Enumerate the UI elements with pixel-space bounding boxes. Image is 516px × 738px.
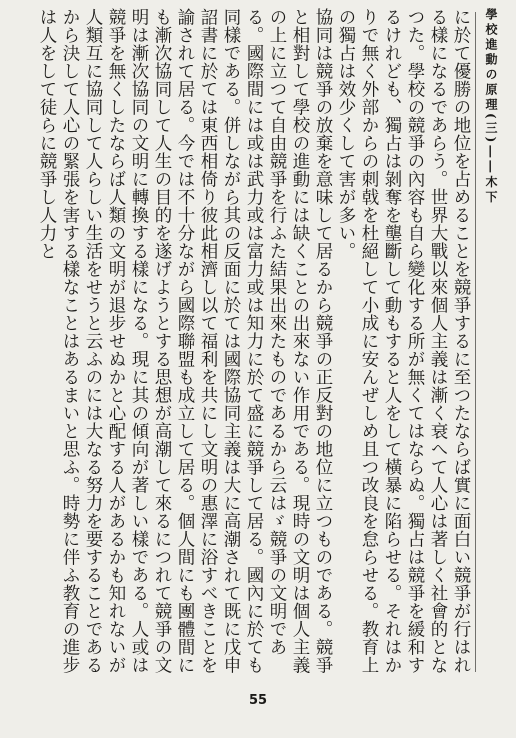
paragraph: に於て優勝の地位を占めることを競爭するに至つたならば實に面白い競爭が行はれる樣になるであらう。世界大戰以來個人主義は漸く衰へて人心は著しく社會的となつた。學校の競爭の內容も自ら變化する所が無くてはならぬ。獨占は競爭を緩和するけれども、獨占は剝奪を壟斷して動もすると人をして橫暴に陷らせる。それはかりで無く外部からの刺戟を杜絕して小成に安んぜしめ且つ改良を怠らせる。教育上の獨占は效少くして害が多い。 [336,8,471,674]
paragraph: 協同は競爭の放棄を意味して居るから競爭の正反對の地位に立つものである。競爭と相對して學校の進動には缺くことの出來ない作用である。現時の文明は個人主義の上に立つて自由競爭を行ふた結果出來たものであるから云はゞ競爭の文明である。國際間には或は武力或は富力或は知力に於て盛に競爭して居る。國內に於ても同樣である。併しながら其の反面に於ては國際協同主義は大に高潮されて既に戊申詔書に於ては東西相倚り彼此相濟し以て福利を共にし文明の惠澤に浴すべきことを諭されて居る。今では不十分ながら國際聯盟も成立して居る。個人間にも團體間にも漸次協同して人生の目的を遂げようとする思想が高潮して來るにつれて競爭の文明は漸次協同の文明に轉換する樣になる。現に其の傾向が著しい樣である。人或は競爭を無くしたならば人類の文明が退步せぬかと心配する人があるかも知れないが人類互に協同して人らしい生活をせうと云ふのには大なる努力を要することであるから決して人心の緊張を害する樣なことはあるまいと思ふ。時勢に伴ふ教育の進步は人をして徒らに競爭し人力と [37,8,333,674]
running-header: 學校進動の原理(三)――木下 [484,8,498,206]
body-text [35,8,472,684]
page-number: 55 [248,693,268,708]
header-rule [475,12,476,672]
